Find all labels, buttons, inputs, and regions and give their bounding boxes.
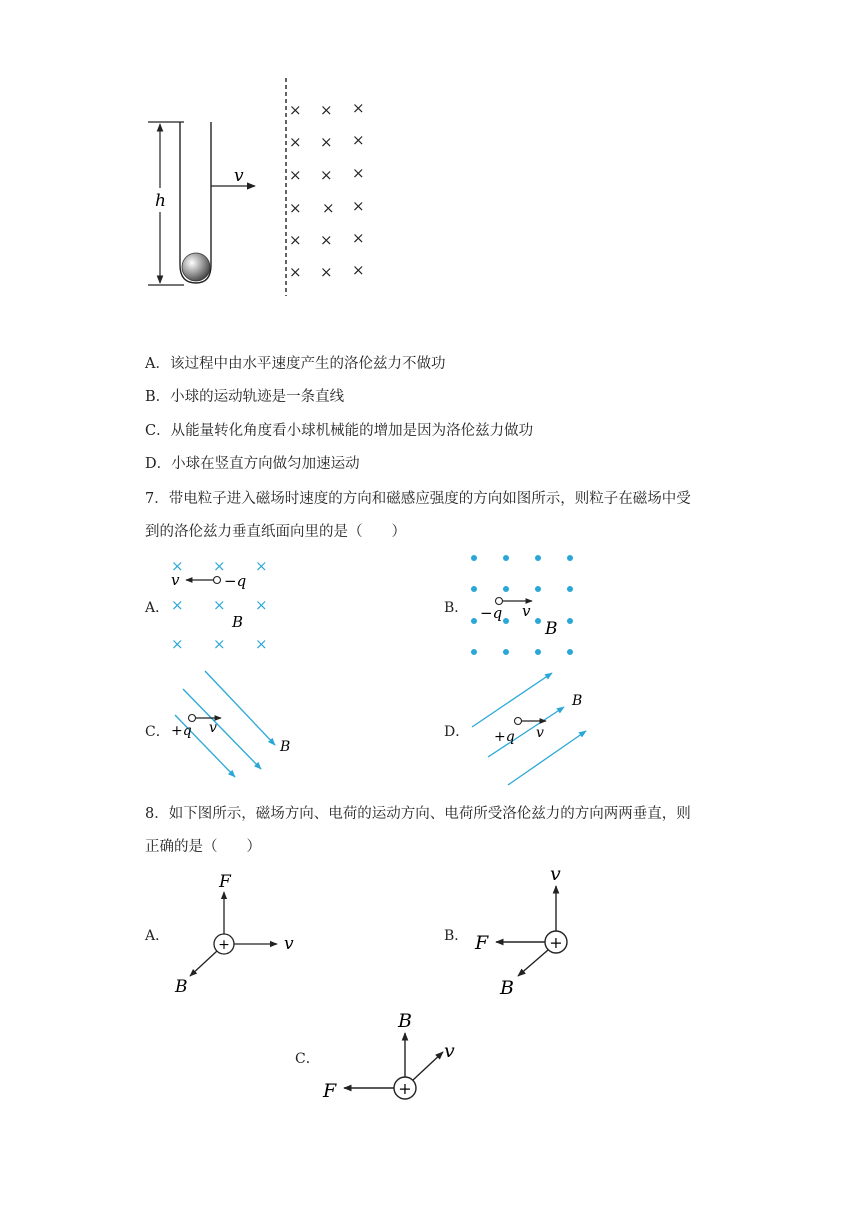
height-dimension [148,122,184,285]
b-label: B [545,619,558,639]
v-label: v [522,602,531,620]
charge-sign: + [218,937,230,953]
svg-text:×: × [322,199,335,217]
svg-text:×: × [289,166,302,184]
q7-figure-c [165,665,300,780]
field-arrow [190,951,217,976]
b-label: B [500,977,514,999]
svg-text:×: × [255,557,268,575]
v-label: v [550,863,561,885]
svg-text:×: × [213,596,226,614]
svg-text:×: × [171,635,184,653]
charge-label: +q [171,723,192,739]
svg-text:×: × [320,166,333,184]
q7-option-d-letter: D． [444,724,470,740]
field-lines [472,673,586,785]
svg-text:×: × [255,596,268,614]
b-label: B [572,693,583,709]
charge-sign: + [398,1079,412,1098]
charge [189,715,196,722]
q8-option-a-letter: A． [145,928,170,944]
h-label: h [155,191,166,211]
q8-stem-line1: 8．如下图所示，磁场方向、电荷的运动方向、电荷所受洛伦兹力的方向两两垂直，则 [145,806,691,822]
svg-text:×: × [171,596,184,614]
f-label: F [219,872,231,892]
q6-figure [140,70,380,305]
svg-text:×: × [352,131,365,149]
svg-text:×: × [289,263,302,281]
svg-text:×: × [320,263,333,281]
q7-figure-d [466,665,601,790]
v-label: v [171,571,180,589]
q6-option-b: B．小球的运动轨迹是一条直线 [145,389,345,405]
svg-text:×: × [289,101,302,119]
ball [182,253,210,281]
charge-label: −q [224,572,247,590]
q8-figure-b [470,862,590,1000]
svg-text:×: × [289,199,302,217]
v-label: v [234,166,244,186]
velocity-arrow [413,1052,443,1080]
q7-option-b-letter: B． [444,600,469,616]
q8-option-b-letter: B． [444,928,469,944]
q6-option-a: A．该过程中由水平速度产生的洛伦兹力不做功 [145,356,446,372]
svg-text:×: × [320,133,333,151]
svg-text:×: × [171,557,184,575]
svg-text:×: × [352,261,365,279]
q8-figure-c [318,1005,468,1105]
field-crosses [289,99,365,281]
svg-text:×: × [352,99,365,117]
f-label: F [475,932,489,954]
v-label: v [536,725,544,741]
svg-text:×: × [255,635,268,653]
svg-text:×: × [320,101,333,119]
charge-label: −q [480,604,503,622]
b-label: B [232,613,244,631]
v-label: v [444,1040,455,1062]
charge-sign: + [549,933,563,952]
q7-stem-line2: 到的洛伦兹力垂直纸面向里的是（ ） [145,524,406,540]
svg-text:×: × [213,635,226,653]
q6-option-c: C．从能量转化角度看小球机械能的增加是因为洛伦兹力做功 [145,423,534,439]
charge [515,718,522,725]
svg-text:×: × [289,133,302,151]
field-crosses [171,557,268,653]
svg-text:×: × [352,229,365,247]
svg-text:×: × [289,231,302,249]
svg-text:×: × [320,231,333,249]
field-arrow [518,950,548,976]
svg-text:×: × [213,557,226,575]
q8-figure-a [165,868,305,998]
b-label: B [280,739,291,755]
q7-option-a-letter: A． [145,600,170,616]
svg-text:×: × [352,197,365,215]
q7-stem-line1: 7．带电粒子进入磁场时速度的方向和磁感应强度的方向如图所示，则粒子在磁场中受 [145,491,691,507]
v-label: v [284,934,294,954]
q8-option-c-letter: C． [295,1051,320,1067]
b-label: B [398,1010,412,1032]
q7-figure-a [165,555,285,655]
v-label: v [209,720,217,736]
q6-option-d: D．小球在竖直方向做匀加速运动 [145,456,360,472]
q7-figure-b [462,548,582,663]
q8-stem-line2: 正确的是（ ） [145,839,261,855]
f-label: F [323,1080,337,1102]
svg-text:×: × [352,164,365,182]
b-label: B [175,977,188,997]
charge-label: +q [494,729,515,745]
charge [214,577,221,584]
q7-option-c-letter: C． [145,724,170,740]
